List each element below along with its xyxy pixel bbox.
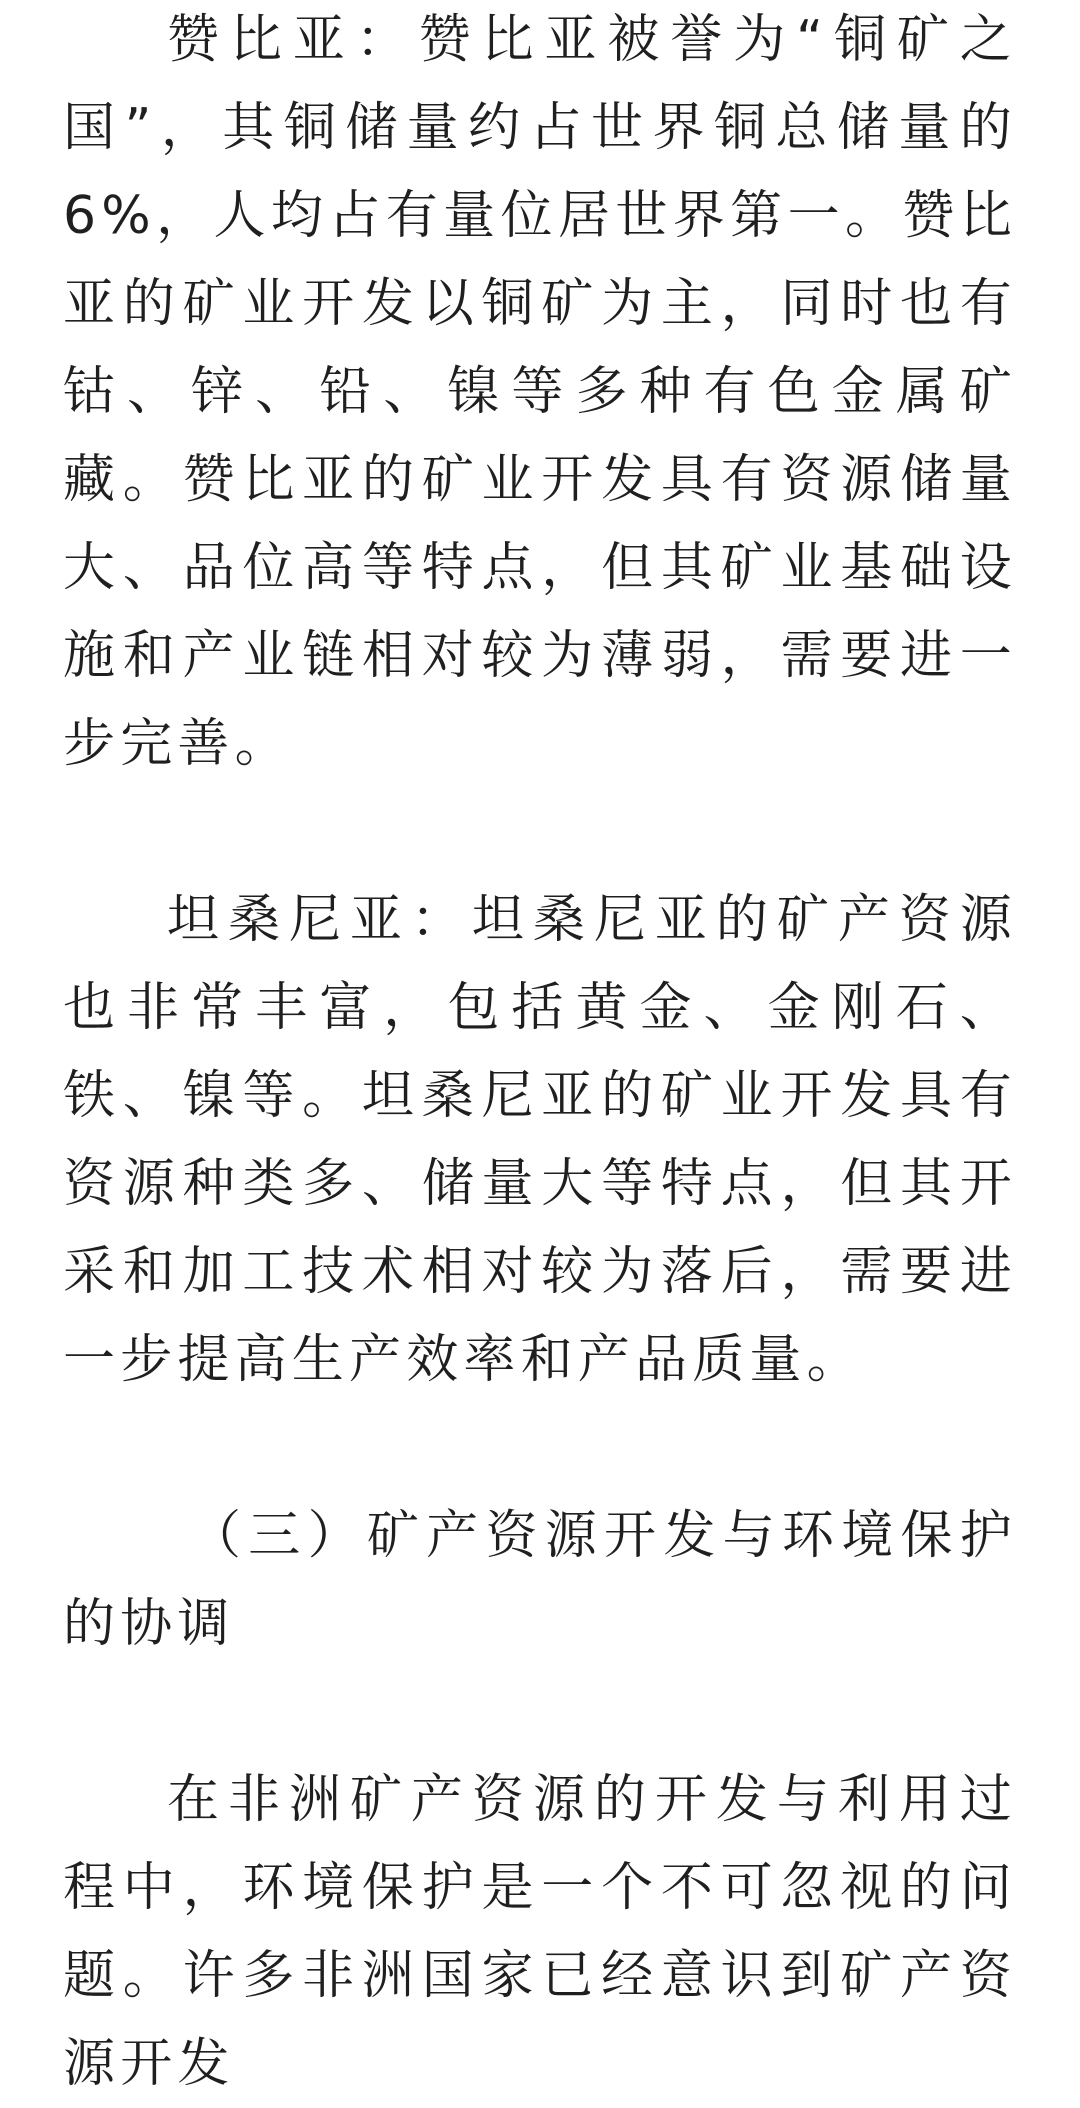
paragraph-spacer: [63, 1668, 1017, 1756]
paragraph-tanzania: 坦桑尼亚：坦桑尼亚的矿产资源也非常丰富，包括黄金、金刚石、铁、镍等。坦桑尼亚的矿业开发具有资源种类多、储量大等特点，但其开采和加工技术相对较为落后，需要进一步提高生产效率和产品质量。: [63, 890, 1017, 1390]
article-body: [63, 0, 1017, 2108]
paragraph-zambia: 赞比亚：赞比亚被誉为“铜矿之国”，其铜储量约占世界铜总储量的6%，人均占有量位居世界第一。赞比亚的矿业开发以铜矿为主，同时也有钴、锌、铅、镍等多种有色金属矿藏。赞比亚的矿业开发具有资源储量大、品位高等特点，但其矿业基础设施和产业链相对较为薄弱，需要进一步完善。: [63, 10, 1017, 774]
paragraph-environment: 在非洲矿产资源的开发与利用过程中，环境保护是一个不可忽视的问题。许多非洲国家已经意识到矿产资源开发: [63, 1770, 1017, 2094]
section-heading: （三）矿产资源开发与环境保护的协调: [63, 1506, 1017, 1654]
paragraph-spacer: [63, 1404, 1017, 1492]
paragraph-spacer: [63, 788, 1017, 876]
